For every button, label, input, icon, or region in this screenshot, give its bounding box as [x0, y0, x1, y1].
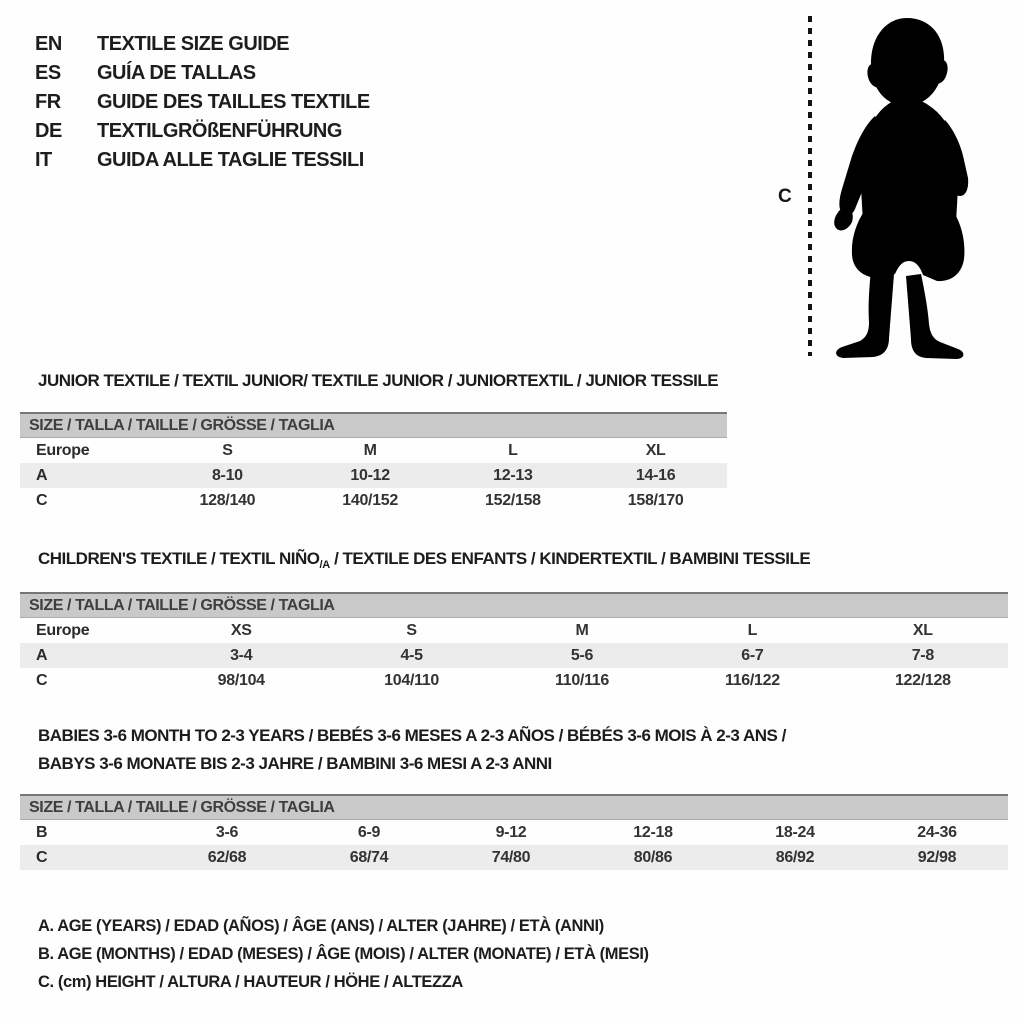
lang-row-fr: [35, 88, 370, 117]
babies-section-heading-line1: BABIES 3-6 MONTH TO 2-3 YEARS / BEBÉS 3-6 MESES A 2-3 AÑOS / BÉBÉS 3-6 MOIS À 2-3 ANS /: [38, 726, 786, 745]
children-section-heading: [38, 549, 810, 571]
lang-title: TEXTILGRÖßENFÜHRUNG: [97, 120, 342, 142]
junior-table-header-bar: SIZE / TALLA / TAILLE / GRÖSSE / TAGLIA: [20, 412, 727, 438]
lang-code: EN: [35, 33, 62, 55]
row-label: A: [36, 467, 48, 484]
age-cell: 10-12: [350, 467, 390, 484]
age-cell: 5-6: [570, 647, 594, 664]
language-title-list: [35, 30, 370, 175]
table-row-age: [20, 643, 1008, 668]
babies-size-table: [20, 794, 1008, 870]
junior-section-heading: JUNIOR TEXTILE / TEXTIL JUNIOR/ TEXTILE JUNIOR / JUNIORTEXTIL / JUNIOR TESSILE: [38, 371, 719, 390]
height-cell: 158/170: [627, 492, 684, 509]
age-cell: 14-16: [635, 467, 676, 484]
size-cell: S: [406, 622, 417, 639]
row-label: C: [36, 492, 48, 509]
height-cell: 128/140: [199, 492, 256, 509]
height-cell: 98/104: [217, 672, 265, 689]
table-row-height: [20, 845, 1008, 870]
children-heading-prefix: CHILDREN'S TEXTILE / TEXTIL NIÑO: [38, 549, 320, 568]
lang-row-en: [35, 30, 370, 59]
age-cell: 24-36: [917, 824, 957, 841]
height-cell: 80/86: [633, 849, 673, 866]
row-label: C: [36, 672, 48, 689]
babies-table-header-bar: SIZE / TALLA / TAILLE / GRÖSSE / TAGLIA: [20, 794, 1008, 820]
age-cell: 6-9: [357, 824, 381, 841]
table-row-age-months: [20, 820, 1008, 845]
size-cell: S: [222, 442, 233, 459]
legend-notes: [38, 912, 649, 996]
size-cell: M: [363, 442, 377, 459]
size-cell: XL: [912, 622, 933, 639]
legend-line-b: B. AGE (MONTHS) / EDAD (MESES) / ÂGE (MOIS) / ALTER (MONATE) / ETÀ (MESI): [38, 945, 649, 963]
lang-code: DE: [35, 120, 62, 142]
row-label: Europe: [36, 622, 90, 639]
height-cell: 68/74: [349, 849, 389, 866]
table-row-europe: [20, 618, 1008, 643]
lang-code: ES: [35, 62, 61, 84]
height-cell: 92/98: [917, 849, 957, 866]
lang-title: GUIDA ALLE TAGLIE TESSILI: [97, 149, 364, 171]
lang-code: FR: [35, 91, 61, 113]
babies-section-heading-line2: BABYS 3-6 MONATE BIS 2-3 JAHRE / BAMBINI 3-6 MESI A 2-3 ANNI: [38, 754, 552, 773]
row-label: B: [36, 824, 48, 841]
height-dotted-line: [808, 16, 812, 356]
row-label: C: [36, 849, 48, 866]
lang-title: GUIDE DES TAILLES TEXTILE: [97, 91, 370, 113]
size-cell: XS: [230, 622, 252, 639]
legend-line-a: A. AGE (YEARS) / EDAD (AÑOS) / ÂGE (ANS) / ALTER (JAHRE) / ETÀ (ANNI): [38, 917, 604, 935]
height-cell: 62/68: [207, 849, 247, 866]
row-label: A: [36, 647, 48, 664]
table-row-height: [20, 668, 1008, 693]
height-cell: 116/122: [724, 672, 780, 689]
age-cell: 3-6: [215, 824, 239, 841]
height-marker-label: C: [778, 186, 792, 207]
lang-title: GUÍA DE TALLAS: [97, 62, 256, 84]
height-cell: 152/158: [485, 492, 541, 509]
height-cell: 104/110: [384, 672, 440, 689]
size-cell: L: [747, 622, 758, 639]
age-cell: 3-4: [230, 647, 253, 664]
age-cell: 18-24: [775, 824, 815, 841]
age-cell: 8-10: [211, 467, 243, 484]
children-heading-suffix: / TEXTILE DES ENFANTS / KINDERTEXTIL / BAMBINI TESSILE: [329, 549, 811, 568]
lang-title: TEXTILE SIZE GUIDE: [97, 33, 290, 55]
children-heading-subscript: /A: [319, 559, 330, 571]
height-cell: 110/116: [555, 672, 609, 689]
children-table-header-bar: SIZE / TALLA / TAILLE / GRÖSSE / TAGLIA: [20, 592, 1008, 618]
children-size-table: [20, 592, 1008, 693]
age-cell: 6-7: [741, 647, 764, 664]
junior-size-table: [20, 412, 727, 513]
size-cell: XL: [645, 442, 666, 459]
height-cell: 86/92: [775, 849, 815, 866]
lang-row-de: [35, 117, 370, 146]
age-cell: 12-13: [493, 467, 533, 484]
height-cell: 122/128: [894, 672, 951, 689]
lang-row-es: [35, 59, 370, 88]
height-cell: 140/152: [342, 492, 398, 509]
size-cell: M: [575, 622, 589, 639]
table-row-europe: [20, 438, 727, 463]
age-cell: 12-18: [633, 824, 673, 841]
age-cell: 7-8: [911, 647, 934, 664]
lang-row-it: [35, 146, 370, 175]
size-cell: L: [508, 442, 518, 459]
figure-block: [770, 8, 1000, 360]
age-cell: 9-12: [495, 824, 527, 841]
toddler-silhouette-icon: [822, 10, 998, 360]
lang-code: IT: [35, 149, 52, 171]
table-row-height: [20, 488, 727, 513]
table-row-age: [20, 463, 727, 488]
height-cell: 74/80: [491, 849, 531, 866]
row-label: Europe: [36, 442, 90, 459]
legend-line-c: C. (cm) HEIGHT / ALTURA / HAUTEUR / HÖHE / ALTEZZA: [38, 973, 463, 991]
age-cell: 4-5: [400, 647, 423, 664]
